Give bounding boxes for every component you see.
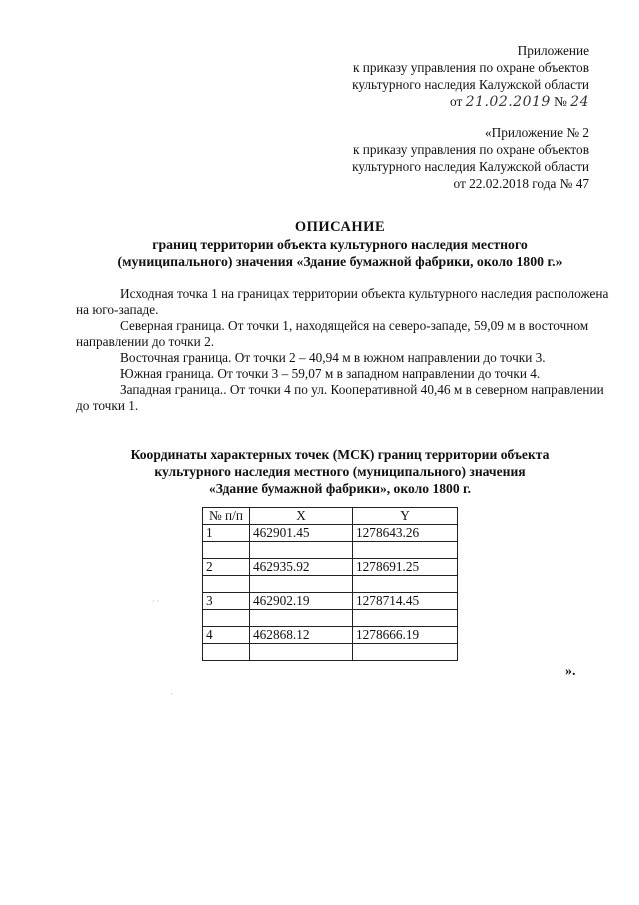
title-line: границ территории объекта культурного наследия местного: [152, 237, 528, 252]
title-main: ОПИСАНИЕ: [294, 219, 386, 235]
cell-x: 462935.92: [250, 559, 353, 576]
table-row: [203, 525, 458, 542]
previous-appendix-line: «Приложение № 2: [485, 125, 589, 140]
cell-number: 4: [203, 627, 250, 644]
description-paragraph: Исходная точка 1 на границах территории объекта культурного наследия расположена на юго-западе.: [76, 286, 609, 317]
closing-quote: ».: [565, 664, 576, 679]
description-paragraph: Южная граница. От точки 3 – 59,07 м в западном направлении до точки 4.: [120, 366, 541, 381]
handwritten-number: 24: [570, 94, 589, 110]
cell-y: 1278666.19: [353, 627, 458, 644]
cell-x: [250, 542, 353, 559]
coordinates-title-line: культурного наследия местного (муниципального) значения: [154, 464, 526, 479]
cell-y: [353, 610, 458, 627]
cell-number: 1: [203, 525, 250, 542]
table-row: [203, 610, 458, 627]
cell-number: [203, 610, 250, 627]
cell-number: 2: [203, 559, 250, 576]
cell-x: 462901.45: [250, 525, 353, 542]
date-prefix: от: [450, 94, 463, 109]
title-line: (муниципального) значения «Здание бумажной фабрики, около 1800 г.»: [117, 254, 563, 269]
cell-x: [250, 576, 353, 593]
coordinates-title-line: «Здание бумажной фабрики», около 1800 г.: [208, 481, 472, 496]
cell-number: 3: [203, 593, 250, 610]
cell-y: 1278643.26: [353, 525, 458, 542]
cell-y: [353, 576, 458, 593]
appendix-line: Приложение: [517, 43, 589, 58]
header-y: Y: [353, 508, 458, 525]
header-number: № п/п: [203, 508, 250, 525]
description-paragraph: Северная граница. От точки 1, находящейся на северо-западе, 59,09 м в восточном направлении до точки 2.: [76, 318, 589, 349]
previous-appendix-line: к приказу управления по охране объектов: [352, 142, 589, 157]
scan-speck: · ·: [152, 597, 160, 606]
description-paragraph: Восточная граница. От точки 2 – 40,94 м в южном направлении до точки 3.: [120, 350, 546, 365]
table-row: [203, 644, 458, 661]
cell-y: [353, 542, 458, 559]
scan-speck: ·: [170, 690, 173, 699]
header-x: X: [250, 508, 353, 525]
table-row: [203, 593, 458, 610]
document-title: [80, 219, 600, 270]
cell-x: [250, 610, 353, 627]
table-row: [203, 559, 458, 576]
cell-x: 462868.12: [250, 627, 353, 644]
coordinates-title: [80, 446, 600, 497]
cell-number: [203, 542, 250, 559]
cell-x: [250, 644, 353, 661]
appendix-date-line: [352, 93, 589, 111]
coordinates-title-line: Координаты характерных точек (МСК) границ территории объекта: [130, 447, 550, 462]
cell-y: 1278714.45: [353, 593, 458, 610]
table-row: [203, 627, 458, 644]
cell-number: [203, 576, 250, 593]
previous-appendix-header: [352, 124, 589, 192]
appendix-header: [352, 42, 589, 111]
table-row: [203, 542, 458, 559]
description-paragraph: Западная граница.. От точки 4 по ул. Кооперативной 40,46 м в северном направлении до точки 1.: [76, 382, 604, 413]
cell-x: 462902.19: [250, 593, 353, 610]
previous-appendix-line: от 22.02.2018 года № 47: [453, 176, 589, 191]
cell-number: [203, 644, 250, 661]
appendix-line: культурного наследия Калужской области: [352, 77, 589, 92]
appendix-line: к приказу управления по охране объектов: [352, 60, 589, 75]
boundary-description: [76, 286, 616, 414]
coordinates-table: [202, 507, 458, 661]
number-prefix: №: [554, 94, 567, 109]
table-row: [203, 576, 458, 593]
cell-y: [353, 644, 458, 661]
handwritten-date: 21.02.2019: [465, 94, 551, 110]
previous-appendix-line: культурного наследия Калужской области: [352, 159, 589, 174]
cell-y: 1278691.25: [353, 559, 458, 576]
table-header-row: [203, 508, 458, 525]
